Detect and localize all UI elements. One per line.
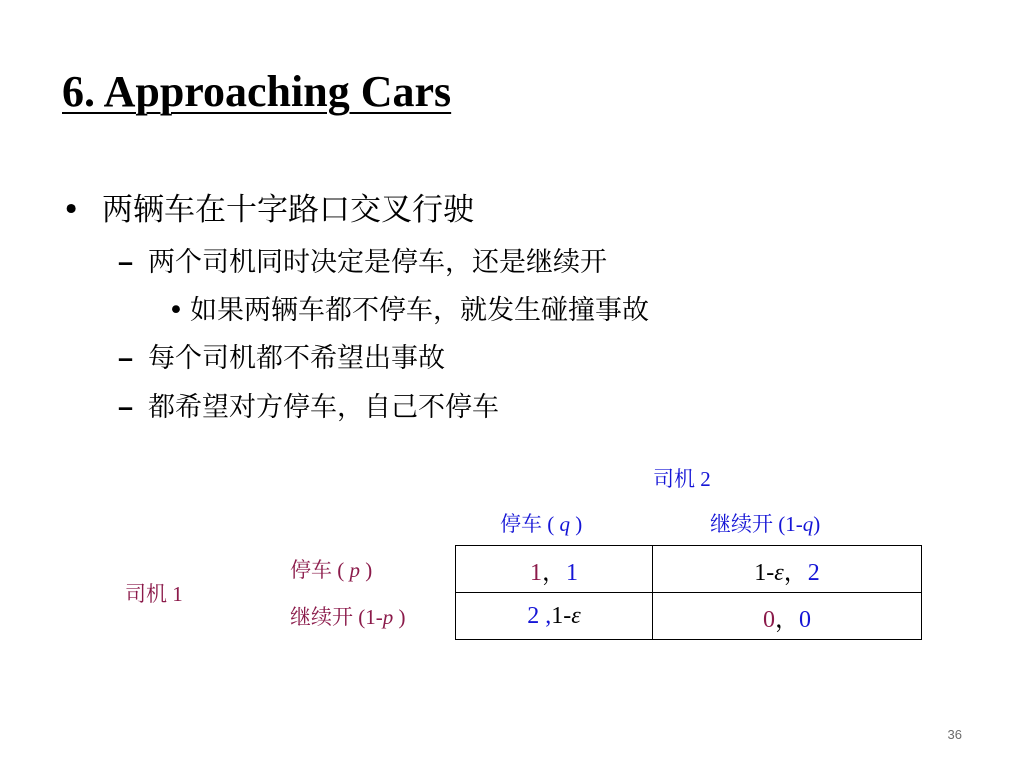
column-strategy-stop	[500, 514, 582, 535]
column-payoff: 2	[807, 559, 820, 586]
payoff-cell-continue-stop	[456, 593, 653, 640]
payoff-separator: ，	[775, 606, 799, 633]
dash-text: 每个司机都不希望出事故	[148, 343, 445, 374]
row-strategy-stop	[290, 560, 372, 581]
strategy-close: )	[365, 558, 373, 582]
strategy-variable: p	[382, 605, 394, 629]
payoff-cell-stop-stop	[456, 546, 653, 593]
column-player-label: 司机 2	[653, 467, 711, 491]
column-payoff: 1	[566, 559, 578, 586]
dash-item-2	[118, 345, 445, 372]
dash-item-3	[118, 394, 499, 421]
payoff-cell-stop-continue	[653, 546, 922, 593]
payoff-row-stop	[456, 546, 922, 593]
bullet-level1	[62, 192, 474, 228]
bullet-marker: •	[168, 295, 184, 326]
strategy-text: 继续开 (1-	[710, 512, 803, 536]
column-payoff: 1-	[551, 602, 572, 629]
strategy-variable: q	[802, 512, 814, 536]
sub-bullet-text: 如果两辆车都不停车，就发生碰撞事故	[190, 295, 649, 326]
strategy-close: )	[813, 512, 821, 536]
strategy-text: 继续开 (1-	[290, 605, 383, 629]
payoff-separator: ，	[783, 559, 808, 586]
strategy-text: 停车 (	[290, 558, 345, 582]
dash-marker: –	[118, 392, 134, 422]
payoff-row-continue	[456, 593, 922, 640]
bullet-marker: •	[62, 192, 81, 228]
row-payoff: 0	[763, 606, 775, 633]
epsilon-symbol: ε	[774, 559, 784, 586]
bullet-text: 两辆车在十字路口交叉行驶	[102, 192, 474, 228]
payoff-separator: ，	[542, 559, 566, 586]
strategy-variable: p	[349, 558, 360, 582]
dash-marker: –	[118, 343, 134, 373]
epsilon-symbol: ε	[571, 602, 581, 629]
row-payoff: 1-	[754, 559, 775, 586]
column-strategy-continue	[710, 514, 820, 535]
strategy-text: 停车 (	[500, 512, 555, 536]
row-player-label: 司机 1	[125, 582, 183, 606]
sub-bullet-1	[168, 297, 649, 324]
slide-title: 6. Approaching Cars	[62, 67, 452, 116]
dash-marker: –	[118, 247, 134, 277]
column-payoff: 0	[799, 606, 811, 633]
payoff-cell-continue-continue	[653, 593, 922, 640]
payoff-matrix	[455, 545, 922, 640]
payoff-separator: ,	[539, 602, 552, 629]
dash-item-1	[118, 249, 607, 276]
dash-text: 都希望对方停车，自己不停车	[148, 392, 499, 423]
row-payoff: 1	[530, 559, 542, 586]
strategy-close: )	[575, 512, 583, 536]
row-strategy-continue	[290, 607, 406, 628]
dash-text: 两个司机同时决定是停车，还是继续开	[148, 247, 607, 278]
row-payoff: 2	[527, 602, 540, 629]
strategy-close: )	[398, 605, 406, 629]
page-number: 36	[947, 727, 962, 742]
strategy-variable: q	[559, 512, 570, 536]
